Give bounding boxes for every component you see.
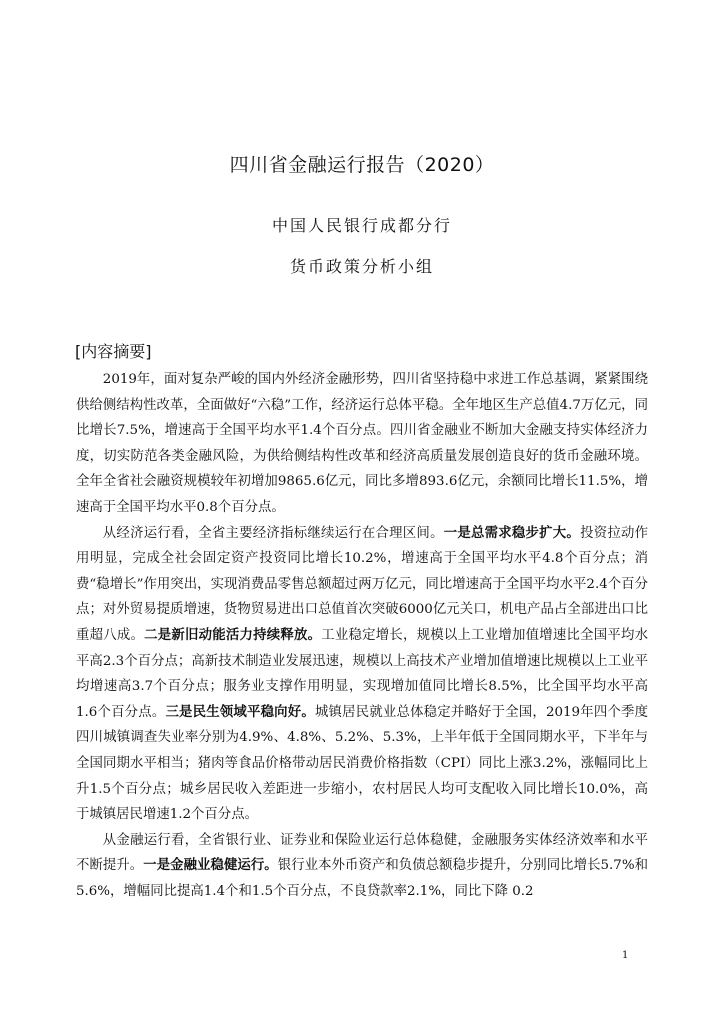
highlight-momentum: 二是新旧动能活力持续释放。 — [144, 627, 322, 643]
highlight-demand: 一是总需求稳步扩大。 — [443, 525, 581, 541]
summary-body — [76, 367, 648, 904]
author-group: 货币政策分析小组 — [289, 257, 434, 276]
paragraph-3-intro: 从金融运行看，全省银行业、证券业和保险业运行总体稳健，金融服务实体经济效率和水平不断提升。 — [76, 832, 648, 874]
highlight-livelihood: 三是民生领域平稳向好。 — [165, 704, 315, 720]
paragraph-2-demand-text: 投资拉动作用明显，完成全社会固定资产投资同比增长10.2%，增速高于全国平均水平4.8个百分点；消费“稳增长”作用突出，实现消费品零售总额超过两万亿元，同比增速高于全国平均水平2.4个百分点；对外贸易提质增速，货物贸易进出口总值首次突破6000亿元关口，机电产品占全部进出口比重超八成。 — [76, 525, 649, 643]
summary-paragraph-3 — [76, 828, 648, 905]
paragraph-2-intro: 从经济运行看，全省主要经济指标继续运行在合理区间。 — [102, 525, 444, 541]
author-organization: 中国人民银行成都分行 — [271, 216, 452, 235]
document-title: 四川省金融运行报告（2020） — [229, 154, 495, 176]
summary-heading: [内容摘要] — [75, 342, 152, 361]
paragraph-2-livelihood-text: 城镇居民就业总体稳定并略好于全国，2019年四个季度四川城镇调查失业率分别为4.9%、4.8%、5.2%、5.3%，上半年低于全国同期水平，下半年与全国同期水平相当；猪肉等食品价格带动居民消费价格指数（CPI）同比上涨3.2%，涨幅同比上升1.5个百分点；城乡居民收入差距进一步缩小，农村居民人均可支配收入同比增长10.0%，高于城镇居民增速1.2个百分点。 — [76, 704, 649, 823]
paragraph-3-banking-text: 银行业本外币资产和负债总额稳步提升，分别同比增长5.7%和5.6%，增幅同比提高1.4个和1.5个百分点，不良贷款率2.1%，同比下降 0.2 — [76, 858, 648, 899]
page-number: 1 — [622, 950, 629, 961]
paragraph-2-momentum-text: 工业稳定增长，规模以上工业增加值增速比全国平均水平高2.3个百分点；高新技术制造业发展迅速，规模以上高技术产业增加值增速比规模以上工业平均增速高3.7个百分点；服务业支撑作用明显，实现增加值同比增长8.5%，比全国平均水平高1.6个百分点。 — [76, 627, 649, 720]
highlight-financial-stability: 一是金融业稳健运行。 — [143, 858, 278, 874]
summary-paragraph-1: 2019年，面对复杂严峻的国内外经济金融形势，四川省坚持稳中求进工作总基调，紧紧围绕供给侧结构性改革，全面做好“六稳”工作，经济运行总体平稳。全年地区生产总值4.7万亿元，同比增长7.5%，增速高于全国平均水平1.4个百分点。四川省金融业不断加大金融支持实体经济力度，切实防范各类金融风险，为供给侧结构性改革和经济高质量发展创造良好的货币金融环境。全年全省社会融资规模较年初增加9865.6亿元，同比多增893.6亿元，余额同比增长11.5%，增速高于全国平均水平0.8个百分点。 — [76, 372, 648, 515]
summary-paragraph-2 — [76, 521, 648, 828]
